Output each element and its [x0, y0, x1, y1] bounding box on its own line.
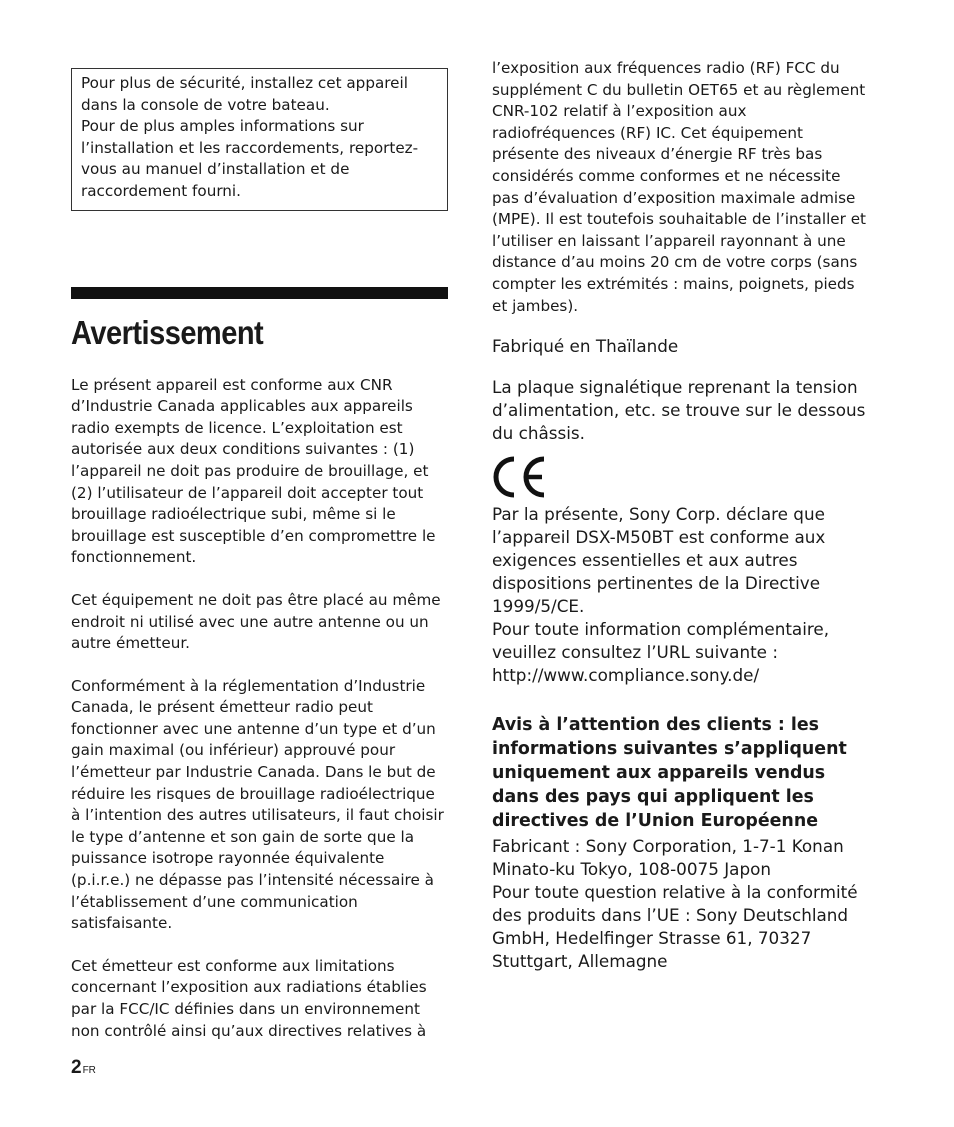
antenna-regulation-paragraph: Conformément à la réglementation d’Industrie Canada, le présent émetteur radio peut fonctionner avec une antenne d’un type et d’un gain maximal (ou inférieur) approuvé pour l’émetteur par Industrie Canada. Dans le but de réduire les risques de brouillage radioélectrique à l’intention des autres utilisateurs, il faut choisir le type d’antenne et son gain de sorte que la puissance isotrope rayonnée équivalente (p.i.r.e.) ne dépasse pas l’intensité nécessaire à l’établissement d’une communication satisfaisante. — [71, 676, 444, 933]
notice-line: vous au manuel d’installation et de — [81, 160, 350, 179]
right-column — [492, 58, 872, 973]
made-in-text: Fabriqué en Thaïlande — [492, 336, 679, 357]
left-column — [71, 68, 448, 1042]
notice-line: Pour plus de sécurité, installez cet appareil — [81, 74, 408, 92]
manufacturer-text: Fabricant : Sony Corporation, 1-7-1 Konan Minato-ku Tokyo, 108-0075 Japon — [492, 836, 844, 880]
notice-line: dans la console de votre bateau. — [81, 95, 330, 114]
rf-exposure-paragraph: l’exposition aux fréquences radio (RF) FCC du supplément C du bulletin OET65 et au règlement CNR-102 relatif à l’exposition aux radiofréquences (RF) IC. Cet équipement présente des niveaux d’énergie RF très bas considérés comme conformes et ne nécessite pas d’évaluation d’exposition maximale admise (MPE). Il est toutefois souhaitable de l’installer et l’utiliser en laissant l’appareil rayonnant à une distance d’au moins 20 cm de votre corps (sans compter les extrémités : mains, poignets, pieds et jambes). — [492, 59, 867, 315]
declaration-paragraph: Par la présente, Sony Corp. déclare que l’appareil DSX-M50BT est conforme aux exigences essentielles et aux autres dispositions pertinentes de la Directive 1999/5/CE. — [492, 504, 826, 617]
notice-line: l’installation et les raccordements, reportez- — [81, 138, 419, 157]
more-info-text: Pour toute information complémentaire, veuillez consultez l’URL suivante : — [492, 619, 830, 663]
ic-compliance-paragraph: Le présent appareil est conforme aux CNR d’Industrie Canada applicables aux appareils radio exempts de licence. L’exploitation est autorisée aux deux conditions suivantes : (1) l’appareil ne doit pas produire de brouillage, et (2) l’utilisateur de l’appareil doit accepter tout brouillage radioélectrique subi, même si le brouillage est susceptible d’en compromettre le fonctionnement. — [71, 375, 436, 567]
safety-notice-box — [71, 68, 448, 211]
section-divider-bar — [71, 287, 448, 299]
notice-line: raccordement fourni. — [81, 181, 241, 200]
ce-mark-icon — [492, 455, 552, 503]
radiation-exposure-paragraph: Cet émetteur est conforme aux limitations concernant l’exposition aux radiations établies par la FCC/IC définies dans un environnement non contrôlé ainsi qu’aux directives relatives à — [71, 956, 427, 1040]
page-language-code: FR — [82, 1065, 96, 1076]
eu-conformity-text: Pour toute question relative à la conformité des produits dans l’UE : Sony Deutschland GmbH, Hedelfinger Strasse 61, 70327 Stuttgart, Allemagne — [492, 882, 858, 972]
section-title: Avertissement — [71, 313, 264, 351]
antenna-placement-paragraph: Cet équipement ne doit pas être placé au même endroit ni utilisé avec une autre antenne ou un autre émetteur. — [71, 590, 441, 653]
eu-notice-heading: Avis à l’attention des clients : les informations suivantes s’appliquent uniquement aux appareils vendus dans des pays qui appliquent les directives de l’Union Européenne — [492, 715, 847, 832]
page-number-value: 2 — [71, 1057, 82, 1078]
notice-line: Pour de plus amples informations sur — [81, 117, 364, 136]
nameplate-paragraph: La plaque signalétique reprenant la tension d’alimentation, etc. se trouve sur le dessous du châssis. — [492, 377, 866, 444]
page-number — [71, 1057, 96, 1079]
compliance-url: http://www.compliance.sony.de/ — [492, 665, 760, 686]
